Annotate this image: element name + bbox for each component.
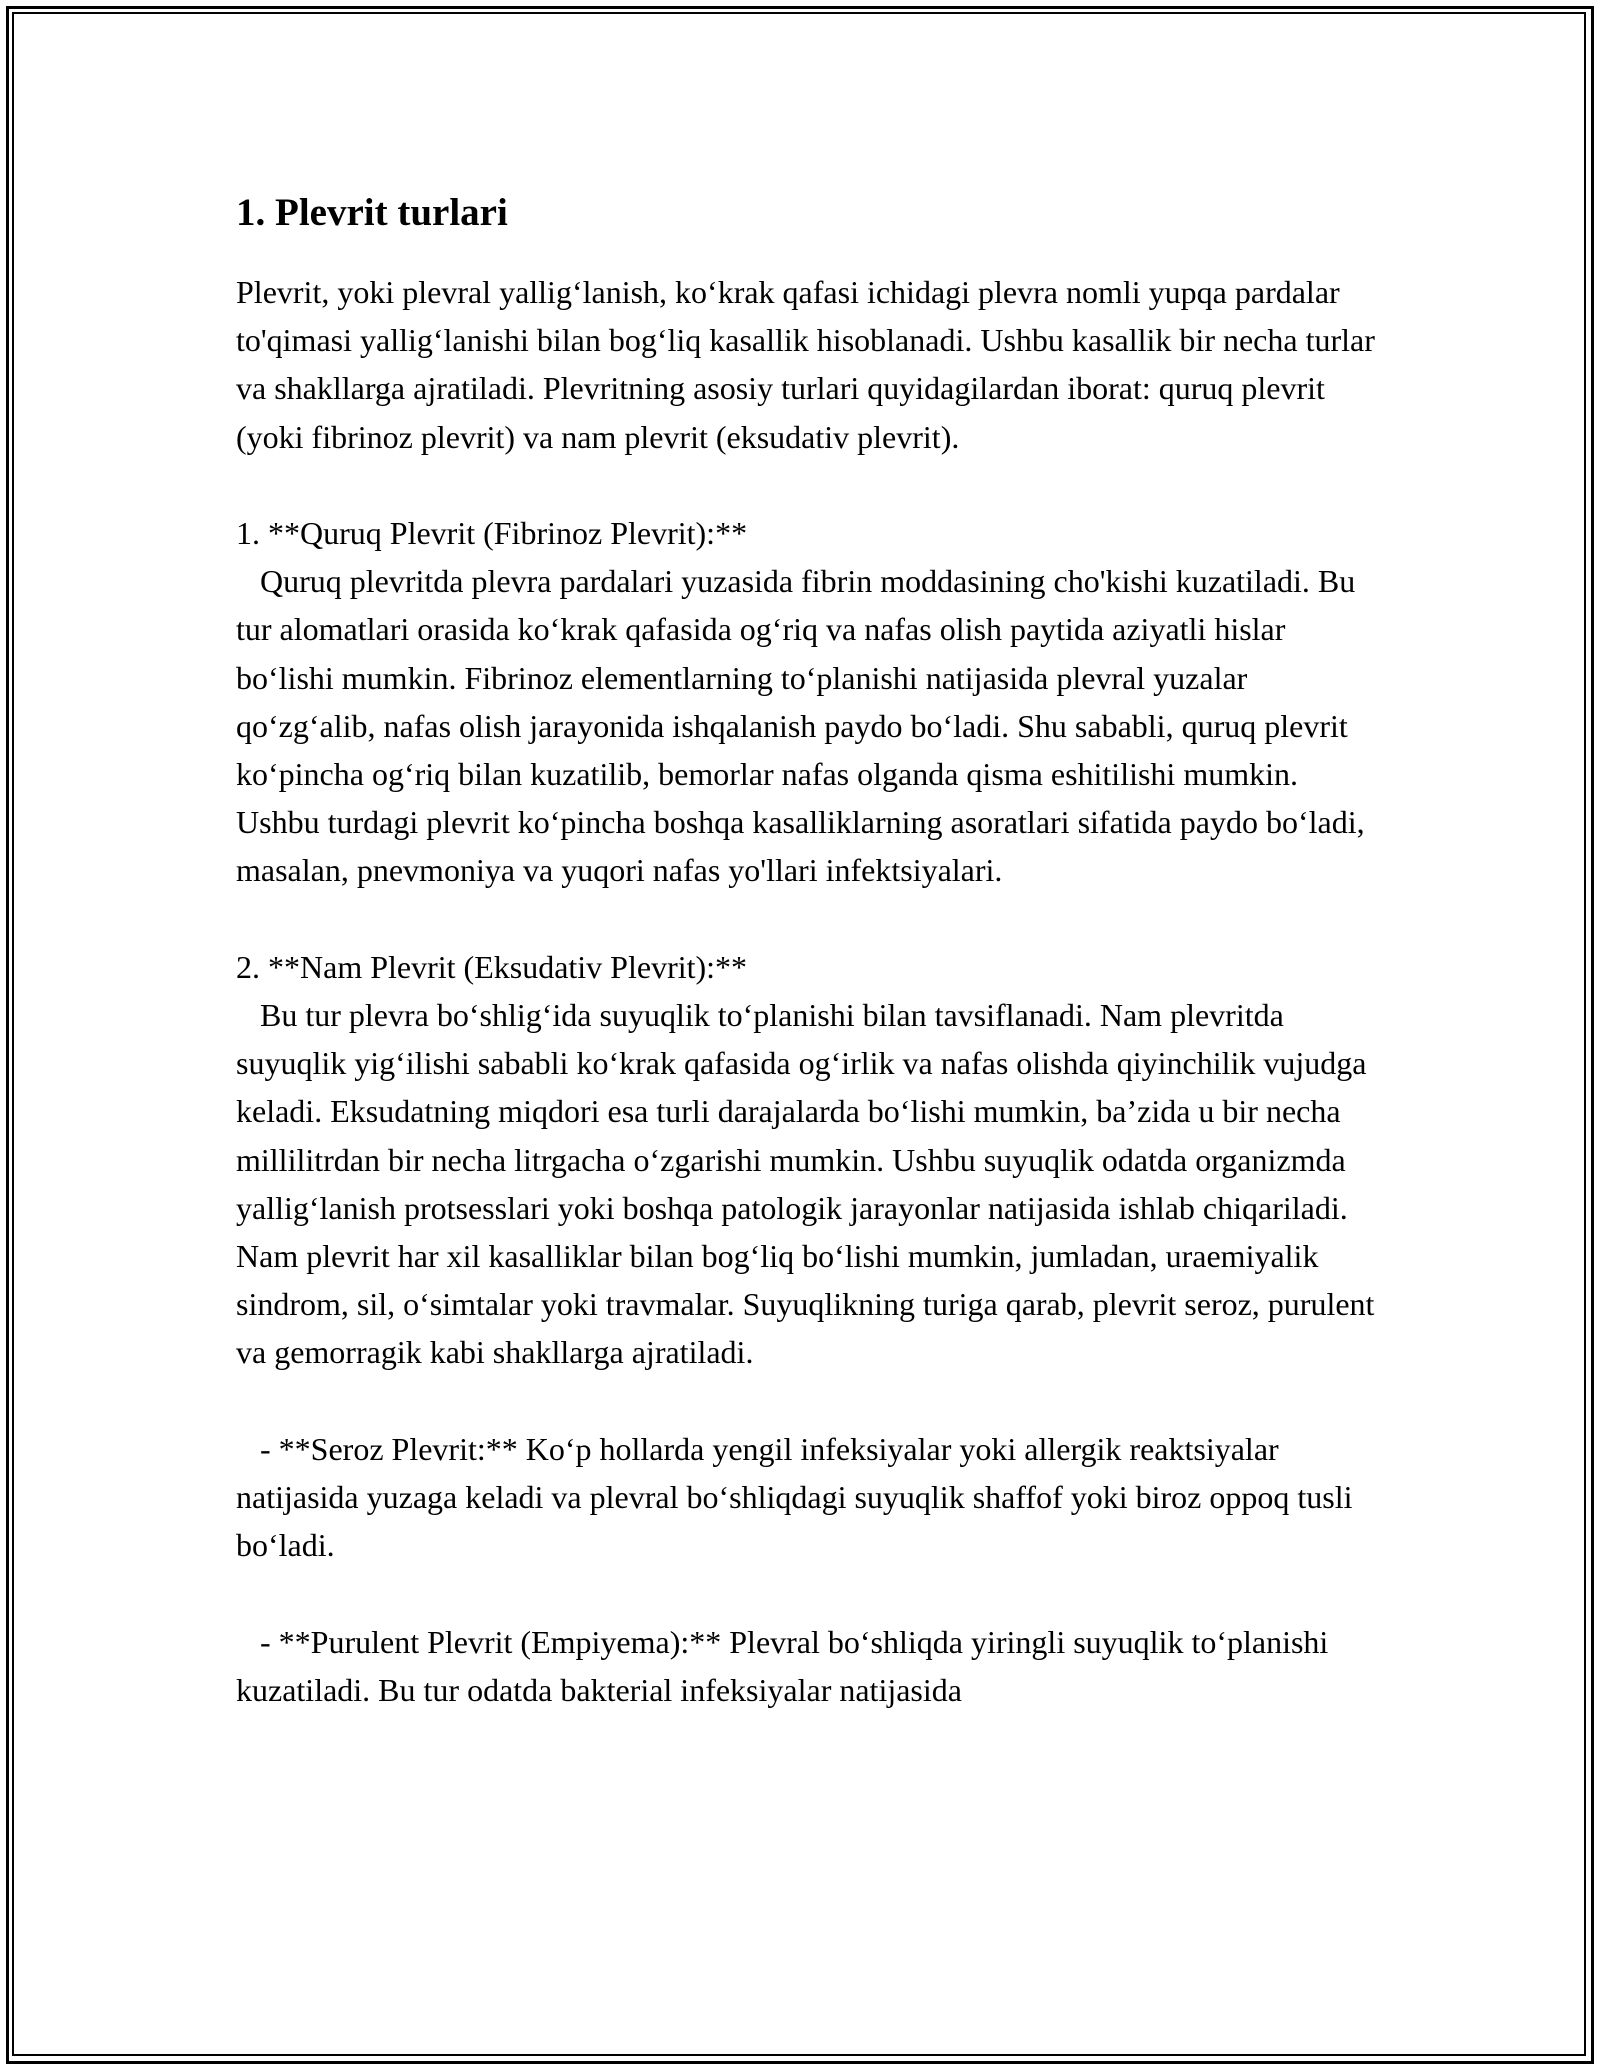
section-2-heading: 2. **Nam Plevrit (Eksudativ Plevrit):** bbox=[236, 948, 748, 985]
document-page bbox=[236, 190, 1383, 1714]
paragraph-gap bbox=[236, 1569, 1376, 1617]
paragraph-gap bbox=[236, 461, 1376, 509]
section-1-body: Quruq plevritda plevra pardalari yuzasida fibrin moddasining cho'kishi kuzatiladi. Bu tur alomatlari orasida ko‘krak qafasida og‘riq va nafas olish paytida aziyatli hislar bo‘lishi mumkin. Fibrinoz elementlarning to‘planishi natijasida plevral yuzalar qo‘zg‘alib, nafas olish jarayonida ishqalanish paydo bo‘ladi. Shu sababli, quruq plevrit ko‘pincha og‘riq bilan kuzatilib, bemorlar nafas olganda qisma eshitilishi mumkin. Ushbu turdagi plevrit ko‘pincha boshqa kasalliklarning asoratlari sifatida paydo bo‘ladi, masalan, pnevmoniya va yuqori nafas yo'llari infektsiyalari. bbox=[236, 563, 1373, 889]
paragraph-gap bbox=[236, 895, 1376, 943]
document-title: 1. Plevrit turlari bbox=[236, 191, 508, 234]
seroz-item: - **Seroz Plevrit:** Ko‘p hollarda yengil infeksiyalar yoki allergik reaktsiyalar natijasida yuzaga keladi va plevral bo‘shliqdagi suyuqlik shaffof yoki biroz oppoq tusli bo‘ladi. bbox=[236, 1430, 1361, 1564]
section-2-body: Bu tur plevra bo‘shlig‘ida suyuqlik to‘planishi bilan tavsiflanadi. Nam plevritda suyuqlik yig‘ilishi sababli ko‘krak qafasida og‘irlik va nafas olishda qiyinchilik vujudga keladi. Eksudatning miqdori esa turli darajalarda bo‘lishi mumkin, ba’zida u bir necha millilitrdan bir necha litrgacha o‘zgarishi mumkin. Ushbu suyuqlik odatda organizmda yallig‘lanish protsesslari yoki boshqa patologik jarayonlar natijasida ishlab chiqariladi. Nam plevrit har xil kasalliklar bilan bog‘liq bo‘lishi mumkin, jumladan, uraemiyalik sindrom, sil, o‘simtalar yoki travmalar. Suyuqlikning turiga qarab, plevrit seroz, purulent va gemorragik kabi shakllarga ajratiladi. bbox=[236, 997, 1383, 1371]
intro-paragraph: Plevrit, yoki plevral yallig‘lanish, ko‘krak qafasi ichidagi plevra nomli yupqa pardalar to'qimasi yallig‘lanishi bilan bog‘liq kasallik hisoblanadi. Ushbu kasallik bir necha turlar va shakllarga ajratiladi. Plevritning asosiy turlari quyidagilardan iborat: quruq plevrit (yoki fibrinoz plevrit) va nam plevrit (eksudativ plevrit). bbox=[236, 274, 1383, 455]
section-1-heading: 1. **Quruq Plevrit (Fibrinoz Plevrit):** bbox=[236, 515, 748, 551]
purulent-item: - **Purulent Plevrit (Empiyema):** Plevral bo‘shliqda yiringli suyuqlik to‘planishi kuzatiladi. Bu tur odatda bakterial infeksiyalar natijasida bbox=[236, 1623, 1337, 1708]
paragraph-gap bbox=[236, 1377, 1376, 1425]
